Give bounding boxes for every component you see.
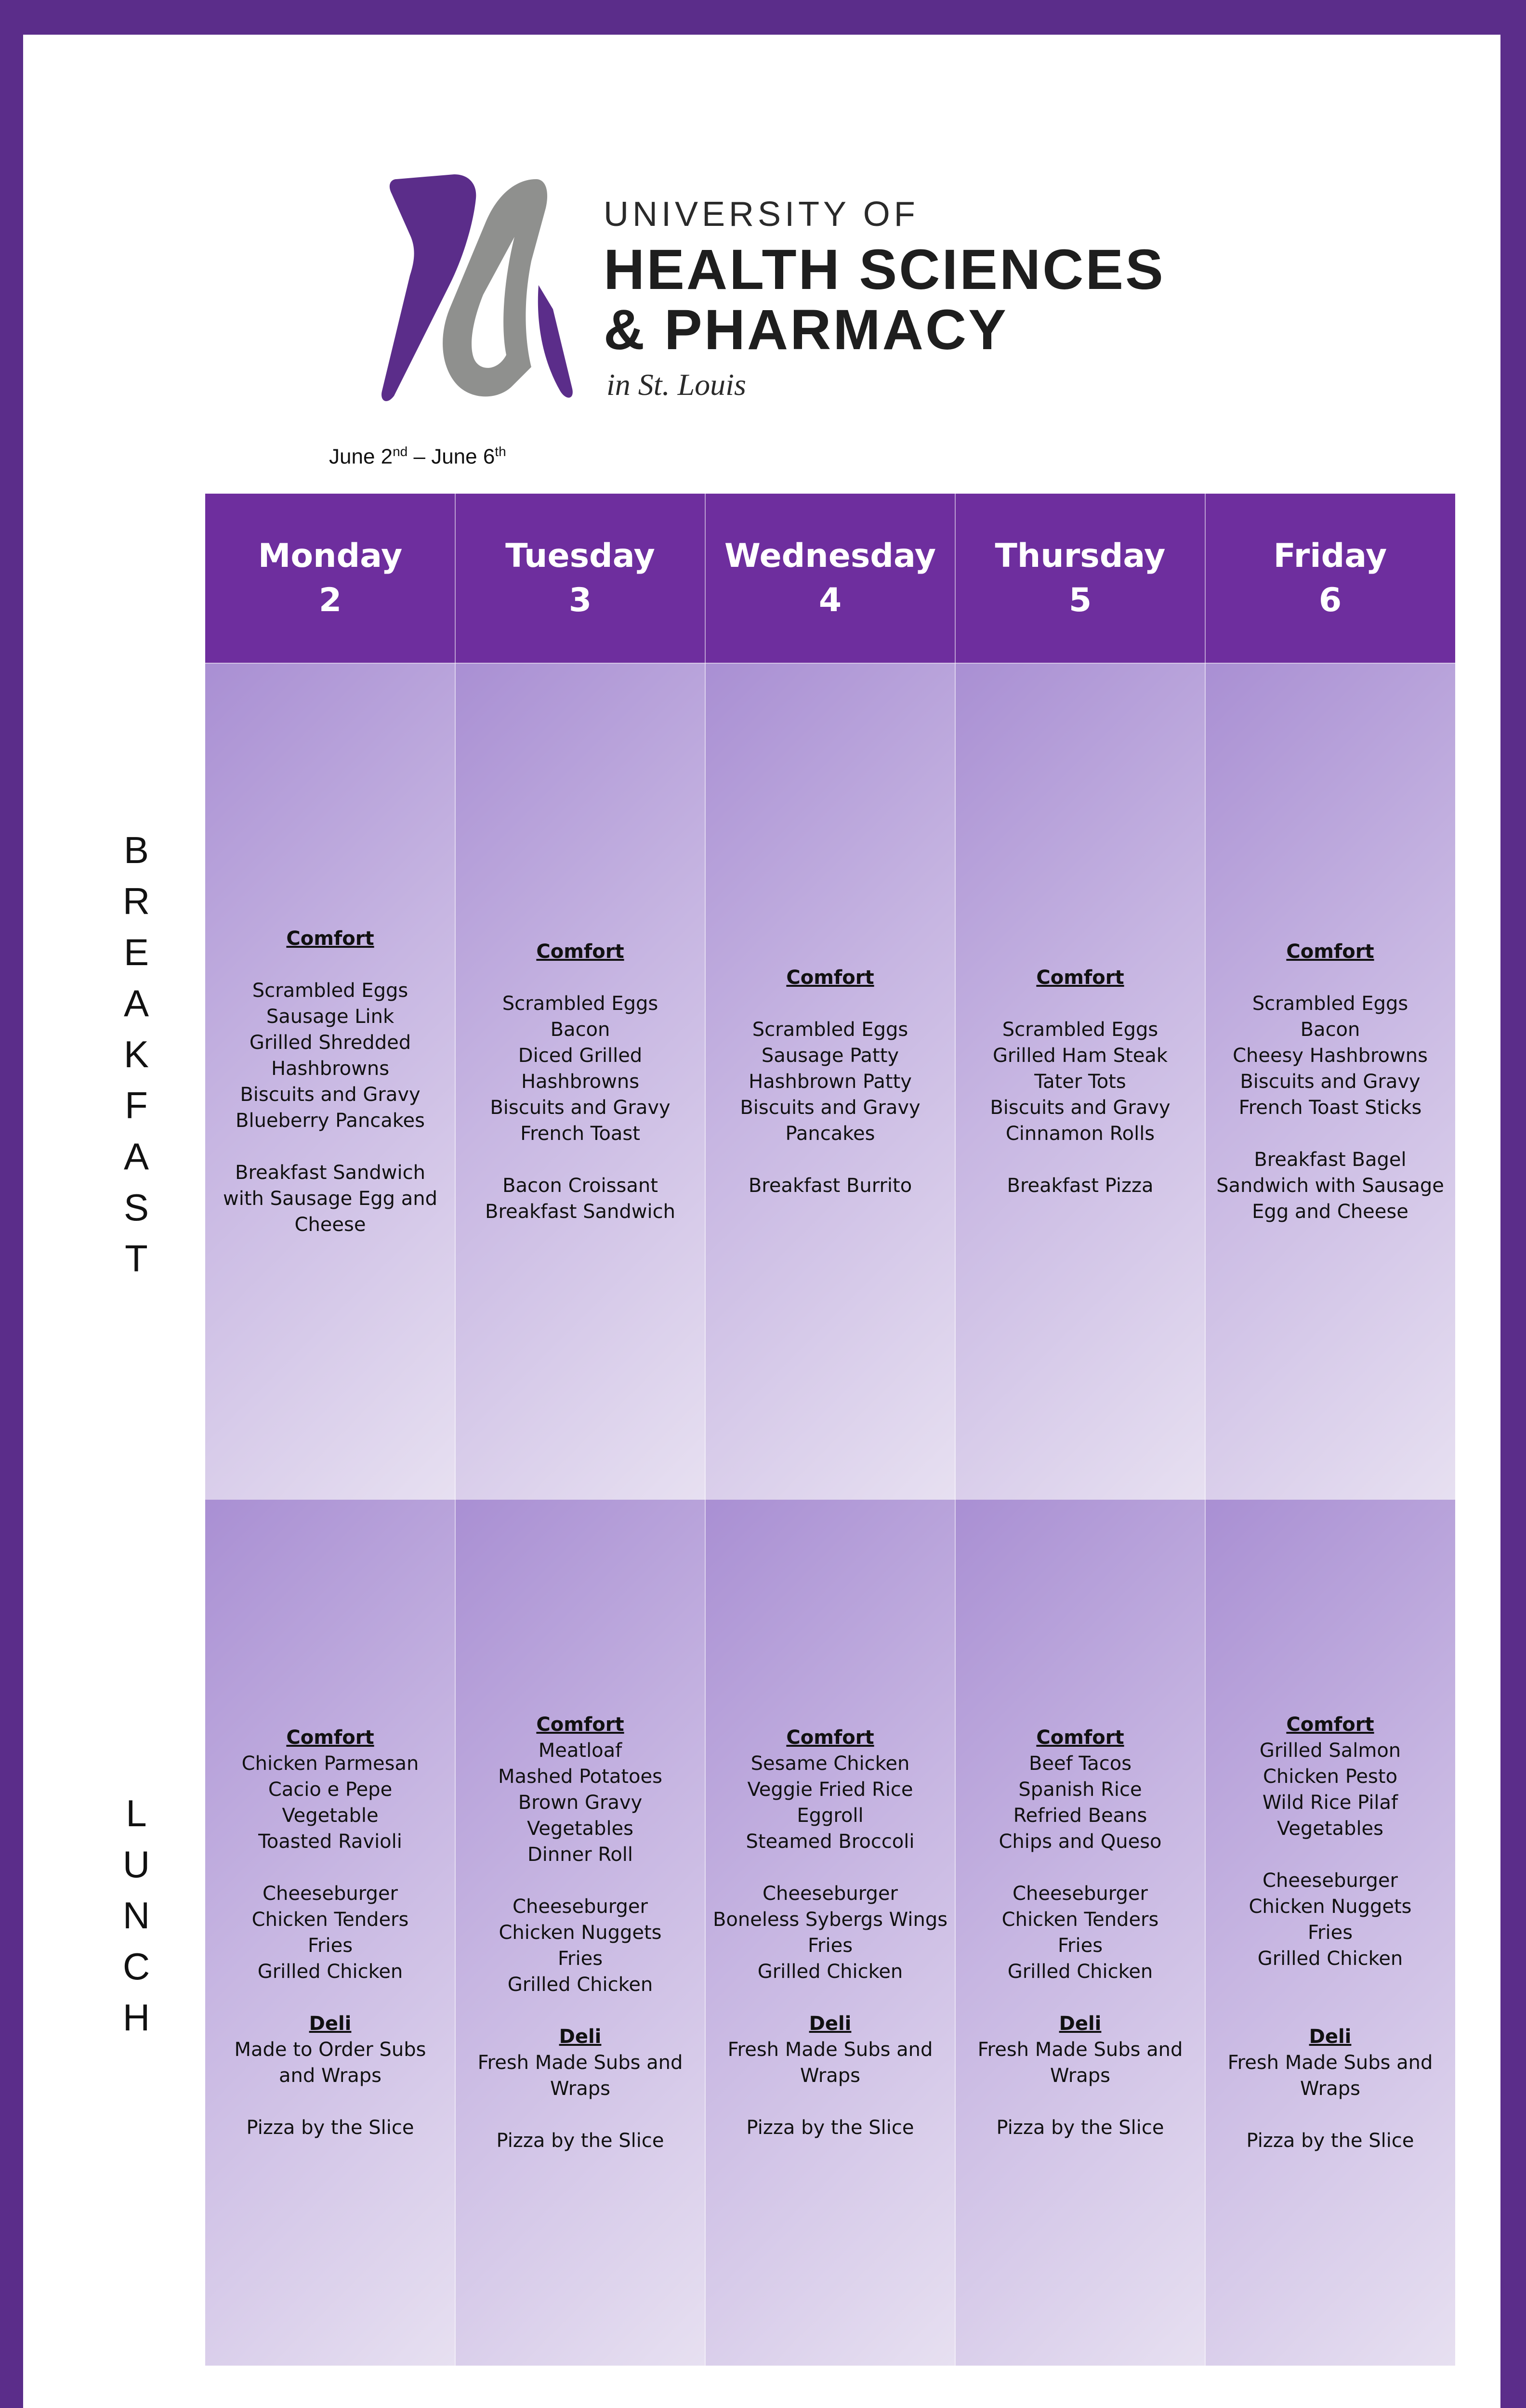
menu-item: Cheeseburger [513, 1896, 648, 1918]
menu-item: Eggroll [797, 1805, 864, 1827]
menu-section-heading: Comfort [286, 1727, 374, 1749]
day-name: Thursday [995, 537, 1166, 575]
menu-section-heading: Deli [1309, 2026, 1352, 2048]
menu-section-heading: Comfort [786, 1727, 874, 1749]
menu-item: Hashbrowns [271, 1057, 390, 1080]
lunch-cell-thursday [955, 1500, 1205, 2366]
menu-item: Spanish Rice [1018, 1779, 1142, 1801]
menu-item: Vegetables [526, 1818, 633, 1840]
breakfast-side-letter: F [125, 1084, 148, 1126]
column-divider [955, 494, 956, 2366]
day-name: Wednesday [724, 537, 936, 575]
column-divider [1205, 494, 1206, 2366]
menu-item: Steamed Broccoli [746, 1831, 915, 1853]
breakfast-side-letter: S [123, 1186, 149, 1229]
menu-item: Chicken Tenders [251, 1909, 409, 1931]
menu-section-heading: Deli [809, 2013, 852, 2035]
date-end-suffix: th [495, 444, 506, 459]
menu-item: Grilled Chicken [507, 1974, 653, 1996]
menu-item: Cheeseburger [1263, 1870, 1398, 1892]
menu-item: Breakfast Pizza [1007, 1174, 1154, 1197]
lunch-side-letter: C [122, 1945, 150, 1988]
menu-item: Vegetable [282, 1805, 379, 1827]
menu-item: Biscuits and Gravy [990, 1096, 1171, 1119]
breakfast-side-letter: R [122, 880, 150, 922]
lunch-side-letter: H [122, 1996, 150, 2039]
menu-item: Hashbrowns [521, 1070, 640, 1093]
menu-section-heading: Comfort [1036, 1727, 1124, 1749]
breakfast-cell-wednesday [705, 663, 955, 1500]
menu-item: Toasted Ravioli [258, 1831, 402, 1853]
menu-section-heading: Comfort [1286, 1714, 1374, 1736]
menu-page [23, 35, 1500, 2408]
menu-item: Chicken Pesto [1263, 1766, 1398, 1788]
day-number: 3 [568, 581, 592, 619]
menu-item: Bacon [550, 1018, 610, 1041]
lunch-cell-tuesday [455, 1500, 705, 2366]
menu-item: Wraps [800, 2065, 860, 2087]
menu-item: Sesame Chicken [750, 1753, 910, 1775]
menu-item: Wraps [550, 2078, 610, 2100]
breakfast-cell-tuesday [455, 663, 705, 1500]
menu-item: Pizza by the Slice [1246, 2130, 1414, 2152]
menu-item: Sausage Patty [761, 1044, 899, 1067]
menu-item: Fresh Made Subs and [477, 2052, 683, 2074]
logo-line-location: in St. Louis [606, 367, 746, 402]
menu-item: Scrambled Eggs [752, 1018, 908, 1041]
menu-item: Cinnamon Rolls [1005, 1122, 1155, 1145]
menu-item: Scrambled Eggs [252, 979, 408, 1002]
menu-item: Fries [807, 1935, 853, 1957]
lunch-side-letter: N [122, 1894, 150, 1937]
day-number: 6 [1318, 581, 1342, 619]
menu-item: Wraps [1300, 2078, 1360, 2100]
lunch-cell-friday [1205, 1500, 1455, 2366]
day-number: 2 [318, 581, 342, 619]
day-name: Tuesday [505, 537, 655, 575]
menu-item: Dinner Roll [527, 1844, 633, 1866]
menu-item: Cheeseburger [763, 1883, 898, 1905]
day-name: Monday [258, 537, 403, 575]
day-header-friday [1205, 494, 1455, 663]
menu-item: Fresh Made Subs and [977, 2039, 1183, 2061]
breakfast-cell-thursday [955, 663, 1205, 1500]
menu-item: Chicken Nuggets [499, 1922, 662, 1944]
menu-item: Bacon [1300, 1018, 1360, 1041]
menu-item: Meatloaf [538, 1740, 622, 1762]
menu-item: Cheesy Hashbrowns [1233, 1044, 1428, 1067]
menu-item: Mashed Potatoes [498, 1766, 662, 1788]
day-name: Friday [1273, 537, 1387, 575]
menu-item: Made to Order Subs [234, 2039, 426, 2061]
menu-item: Grilled Chicken [1257, 1948, 1403, 1970]
menu-item: Cheeseburger [263, 1883, 398, 1905]
menu-item: Breakfast Burrito [748, 1174, 912, 1197]
menu-item: Biscuits and Gravy [490, 1096, 671, 1119]
menu-item: Cacio e Pepe [268, 1779, 393, 1801]
menu-item: Biscuits and Gravy [240, 1083, 421, 1106]
menu-item: French Toast Sticks [1238, 1096, 1422, 1119]
menu-item: Cheeseburger [1013, 1883, 1148, 1905]
weekly-menu-table [205, 494, 1457, 2366]
lunch-cell-wednesday [705, 1500, 955, 2366]
menu-item: Pizza by the Slice [496, 2130, 664, 2152]
menu-section-heading: Deli [309, 2013, 352, 2035]
menu-section-heading: Comfort [1036, 966, 1124, 989]
date-range [329, 444, 506, 469]
lunch-side-letter: L [126, 1792, 147, 1834]
menu-item: Chicken Tenders [1001, 1909, 1159, 1931]
header-divider [205, 663, 1457, 664]
menu-item: Chicken Parmesan [241, 1753, 419, 1775]
day-header-tuesday [455, 494, 705, 663]
menu-section-heading: Comfort [286, 927, 374, 950]
menu-item: Egg and Cheese [1252, 1200, 1408, 1223]
day-number: 4 [818, 581, 842, 619]
menu-item: Veggie Fried Rice [747, 1779, 913, 1801]
menu-item: and Wraps [279, 2065, 382, 2087]
university-logo [377, 165, 1196, 415]
lunch-side-label [110, 1788, 163, 2043]
menu-item: Sandwich with Sausage [1216, 1174, 1444, 1197]
day-number: 5 [1068, 581, 1092, 619]
menu-section-heading: Comfort [536, 1714, 624, 1736]
breakfast-side-letter: A [123, 982, 149, 1024]
menu-item: Boneless Sybergs Wings [712, 1909, 948, 1931]
menu-item: Blueberry Pancakes [236, 1109, 425, 1132]
breakfast-side-letter: B [123, 829, 149, 871]
menu-item: Grilled Chicken [757, 1961, 903, 1983]
menu-item: Cheese [294, 1213, 366, 1236]
day-header-monday [205, 494, 455, 663]
menu-item: Grilled Salmon [1259, 1740, 1401, 1762]
menu-section-heading: Comfort [786, 966, 874, 989]
breakfast-side-letter: K [123, 1033, 149, 1075]
menu-item: Wraps [1050, 2065, 1110, 2087]
lunch-side-letter: U [122, 1843, 150, 1885]
date-end: June 6 [431, 445, 495, 469]
menu-item: Grilled Ham Steak [992, 1044, 1168, 1067]
lunch-cell-monday [205, 1500, 455, 2366]
menu-item: Pancakes [785, 1122, 875, 1145]
menu-item: Wild Rice Pilaf [1262, 1792, 1398, 1814]
menu-item: Grilled Chicken [257, 1961, 403, 1983]
menu-item: Scrambled Eggs [1252, 992, 1408, 1015]
menu-item: Refried Beans [1013, 1805, 1147, 1827]
menu-section-heading: Deli [559, 2026, 602, 2048]
logo-line-university-of: UNIVERSITY OF [604, 195, 919, 234]
column-divider [455, 494, 456, 2366]
logo-line-pharmacy: & PHARMACY [604, 298, 1008, 362]
menu-item: Bacon Croissant [502, 1174, 658, 1197]
day-header-wednesday [705, 494, 955, 663]
menu-item: Fries [557, 1948, 603, 1970]
menu-item: Hashbrown Patty [749, 1070, 912, 1093]
menu-item: Brown Gravy [518, 1792, 643, 1814]
menu-item: Fries [1057, 1935, 1103, 1957]
menu-section-heading: Comfort [1286, 940, 1374, 963]
logo-line-health-sciences: HEALTH SCIENCES [604, 238, 1165, 301]
menu-item: Chips and Queso [999, 1831, 1162, 1853]
date-start: June 2 [329, 445, 393, 469]
breakfast-side-letter: E [123, 931, 149, 973]
menu-section-heading: Deli [1059, 2013, 1102, 2035]
menu-item: Biscuits and Gravy [1240, 1070, 1421, 1093]
day-header-thursday [955, 494, 1205, 663]
menu-item: Breakfast Sandwich [235, 1161, 425, 1184]
menu-item: Fresh Made Subs and [727, 2039, 933, 2061]
menu-item: with Sausage Egg and [223, 1187, 437, 1210]
menu-item: Fries [307, 1935, 353, 1957]
breakfast-side-label [110, 824, 163, 1284]
menu-item: Sausage Link [266, 1005, 395, 1028]
menu-item: Beef Tacos [1028, 1753, 1132, 1775]
menu-item: Pizza by the Slice [246, 2117, 414, 2139]
menu-item: Vegetables [1276, 1818, 1383, 1840]
menu-item: Breakfast Sandwich [485, 1200, 675, 1223]
menu-item: Biscuits and Gravy [740, 1096, 921, 1119]
menu-item: French Toast [520, 1122, 640, 1145]
menu-item: Fries [1307, 1922, 1353, 1944]
column-divider [705, 494, 706, 2366]
breakfast-cell-monday [205, 663, 455, 1500]
menu-item: Breakfast Bagel [1254, 1148, 1407, 1171]
menu-section-heading: Comfort [536, 940, 624, 963]
menu-item: Fresh Made Subs and [1227, 2052, 1433, 2074]
menu-item: Grilled Shredded [249, 1031, 411, 1054]
breakfast-cell-friday [1205, 663, 1455, 1500]
menu-item: Scrambled Eggs [502, 992, 658, 1015]
menu-item: Diced Grilled [518, 1044, 643, 1067]
menu-item: Chicken Nuggets [1249, 1896, 1412, 1918]
menu-item: Tater Tots [1034, 1070, 1126, 1093]
menu-item: Pizza by the Slice [996, 2117, 1164, 2139]
menu-item: Scrambled Eggs [1002, 1018, 1158, 1041]
date-separator: – [408, 445, 432, 469]
menu-item: Pizza by the Slice [746, 2117, 914, 2139]
date-start-suffix: nd [393, 444, 408, 459]
breakfast-side-letter: T [125, 1237, 148, 1280]
breakfast-side-letter: A [123, 1135, 149, 1178]
menu-item: Grilled Chicken [1007, 1961, 1153, 1983]
university-logo-mark-icon [377, 165, 594, 415]
